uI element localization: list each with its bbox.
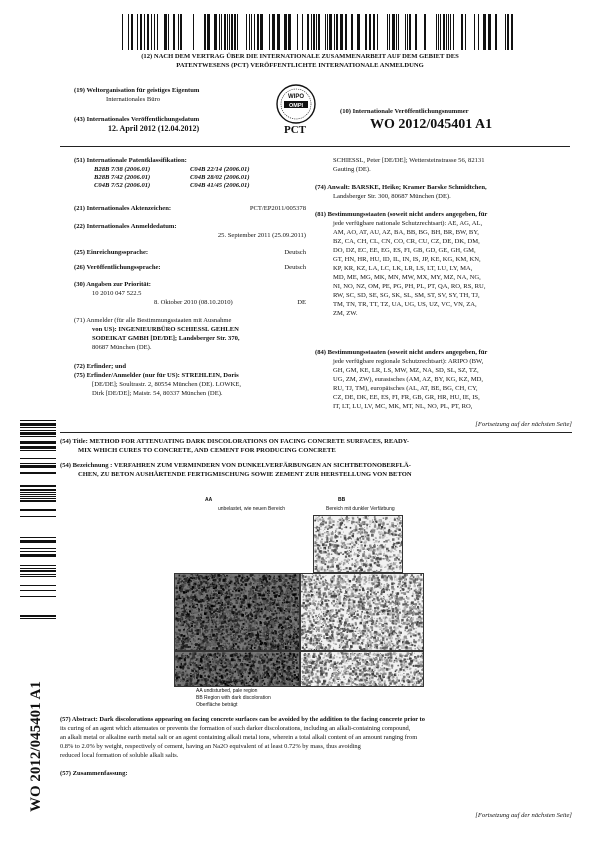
pub-number-label: (10) Internationale Veröffentlichungsnummer: [340, 108, 469, 115]
zusammenfassung-label: (57) Zusammenfassung:: [60, 770, 128, 777]
designated-national-line-7: KP, KR, KZ, LA, LC, LK, LR, LS, LT, LU, LY, MA,: [333, 265, 473, 272]
pub-date-value: 12. April 2012 (12.04.2012): [108, 124, 200, 133]
inventor-line3: [DE/DE]; Soultrastr. 2, 80554 München (DE). LOWKE,: [92, 381, 242, 388]
inventor-line1: (72) Erfinder; und: [74, 363, 127, 370]
ipc-row3-a: C04B 7/52 (2006.01): [94, 182, 151, 189]
top-barcode: [120, 14, 520, 50]
title-en-line1: (54) Title: METHOD FOR ATTENUATING DARK DISCOLORATIONS ON FACING CONCRETE SURFACES, READY-: [60, 438, 410, 445]
agent-line1: (74) Anwalt: BARSKE, Heiko; Kramer Barske Schmidtchen,: [315, 184, 487, 191]
wipo-logo-bottom: OMPI: [288, 102, 304, 109]
wipo-org-name: (19) Weltorganisation für geistiges Eigentum: [74, 87, 200, 94]
side-barcode: [20, 420, 56, 640]
ipc-row2-b: C04B 28/02 (2006.01): [190, 174, 250, 181]
designated-regional-line-4: UG, ZM, ZW), eurasisches (AM, AZ, BY, KG, KZ, MD,: [333, 376, 484, 383]
designated-national-line-4: BZ, CA, CH, CL, CN, CO, CR, CU, CZ, DE, DK, DM,: [333, 238, 480, 245]
figure-label-aa: AA: [205, 497, 213, 503]
figure-legend-3: Oberfläche beträgt: [196, 702, 238, 708]
priority-country: DE: [297, 299, 306, 306]
continued-note-1: [Fortsetzung auf der nächsten Seite]: [475, 421, 572, 428]
filing-date-value: 25. September 2011 (25.09.2011): [217, 232, 306, 239]
abstract-line2: its curing of an agent which attenuates or prevents the formation of such darker discolorations, including an alkali-containing compound,: [60, 725, 411, 732]
wipo-logo: [276, 84, 316, 124]
photo-aa-left: [174, 573, 300, 651]
figure-caption-bb: Bereich mit dunkler Verfärbung: [326, 506, 395, 512]
ipc-row1-a: B28B 7/38 (2006.01): [94, 166, 151, 173]
designated-regional-line-6: CZ, DE, DK, EE, ES, FI, FR, GB, GR, HR, HU, IE, IS,: [333, 394, 480, 401]
priority-date: 8. Oktober 2010 (08.10.2010): [154, 299, 233, 306]
ipc-row3-b: C04B 41/45 (2006.01): [190, 182, 250, 189]
title-en-line2: MIX WHICH CURES TO CONCRETE, AND CEMENT FOR PRODUCING CONCRETE: [78, 447, 336, 454]
abstract-line4: 0.8% to 2.0% by weight, respectively of cement, having an Na2O equivalent of at least 0.72% by mass, thus avoiding: [60, 743, 361, 750]
pub-number-value: WO 2012/045401 A1: [370, 117, 493, 132]
designated-national-line-3: AM, AO, AT, AU, AZ, BA, BB, BG, BH, BR, BW, BY,: [333, 229, 479, 236]
biblio-divider: [60, 432, 572, 433]
priority-label: (30) Angaben zur Priorität:: [74, 281, 151, 288]
applicant-line4: 80687 München (DE).: [92, 344, 152, 351]
designated-regional-line-3: GH, GM, KE, LR, LS, MW, MZ, NA, SD, SL, SZ, TZ,: [333, 367, 479, 374]
abstract-line1: (57) Abstract: Dark discolorations appearing on facing concrete surfaces can be avoided by the addition to the facing concrete prior to: [60, 716, 425, 723]
priority-number: 10 2010 047 522.5: [92, 290, 142, 297]
photo-bb-right: [300, 573, 424, 651]
ipc-label: (51) Internationale Patentklassifikation:: [74, 157, 187, 164]
applicant-line2: von US): INGENIEURBÜRO SCHIESSL GEHLEN: [92, 326, 239, 333]
designated-national-line-2: jede verfügbare nationale Schutzrechtsart): AE, AG, AL,: [333, 220, 483, 227]
title-de-line2: CHEN, ZU BETON AUSHÄRTENDE FERTIGMISCHUNG SOWIE ZEMENT ZUR HERSTELLUNG VON BETON: [78, 471, 412, 478]
header-divider: [60, 146, 570, 147]
designated-national-line-10: RW, SC, SD, SE, SG, SK, SL, SM, ST, SV, SY, TH, TJ,: [333, 292, 480, 299]
vertical-pub-number: WO 2012/045401 A1: [28, 681, 44, 812]
ipc-row2-a: B28B 7/42 (2006.01): [94, 174, 151, 181]
inventor-line4: Dirk [DE/DE]; Maistr. 54, 80337 München (DE).: [92, 390, 223, 397]
designated-national-line-11: TM, TN, TR, TT, TZ, UA, UG, US, UZ, VC, VN, ZA,: [333, 301, 477, 308]
filing-lang-value: Deutsch: [284, 249, 306, 256]
abstract-line5: reduced local formation of soluble alkali salts.: [60, 752, 179, 759]
doc-header-line1: (12) NACH DEM VERTRAG ÜBER DIE INTERNATIONALE ZUSAMMENARBEIT AUF DEM GEBIET DES: [141, 53, 459, 60]
inventor-line2: (75) Erfinder/Anmelder (nur für US): STREHLEIN, Doris: [74, 372, 239, 379]
ipc-row1-b: C04B 22/14 (2006.01): [190, 166, 250, 173]
app-number-label: (21) Internationales Aktenzeichen:: [74, 205, 172, 212]
figure-legend-1: AA undisturbed, pale region: [196, 688, 258, 694]
designated-national-line-12: ZM, ZW.: [333, 310, 358, 317]
designated-national-line-5: DO, DZ, EC, EE, EG, ES, FI, GB, GD, GE, GH, GM,: [333, 247, 476, 254]
designated-national-line-1: (81) Bestimmungsstaaten (soweit nicht anders angegeben, für: [315, 211, 488, 218]
applicant-line3: SODEIKAT GMBH [DE/DE]; Landsberger Str. 370,: [92, 335, 240, 342]
pub-lang-value: Deutsch: [284, 264, 306, 271]
wipo-org-sub: Internationales Büro: [106, 96, 161, 103]
applicant-line1: (71) Anmelder (für alle Bestimmungsstaaten mit Ausnahme: [74, 317, 232, 324]
pub-lang-label: (26) Veröffentlichungssprache:: [74, 264, 161, 271]
pub-date-label: (43) Internationales Veröffentlichungsdatum: [74, 116, 200, 123]
photo-bb-detail: [300, 651, 424, 687]
app-number-value: PCT/EP2011/005378: [249, 205, 306, 212]
designated-regional-line-1: (84) Bestimmungsstaaten (soweit nicht anders angegeben, für: [315, 349, 488, 356]
designated-regional-line-5: RU, TJ, TM), europäisches (AL, AT, BE, BG, CH, CY,: [333, 385, 478, 392]
filing-date-label: (22) Internationales Anmeldedatum:: [74, 223, 177, 230]
cont-line1: SCHIESSL, Peter [DE/DE]; Wettersteinstrasse 56, 82131: [333, 157, 485, 164]
wipo-logo-top: WIPO: [288, 94, 304, 100]
title-de-line1: (54) Bezeichnung : VERFAHREN ZUM VERMINDERN VON DUNKELVERFÄRBUNGEN AN SICHTBETONOBERFLÄ-: [60, 462, 411, 469]
cont-line2: Gauting (DE).: [333, 166, 371, 173]
photo-bb-top: [313, 515, 403, 573]
designated-national-line-6: GT, HN, HR, HU, ID, IL, IN, IS, JP, KE, KG, KM, KN,: [333, 256, 481, 263]
filing-lang-label: (25) Einreichungssprache:: [74, 249, 149, 256]
figure-legend-2: BB Region with dark discoloration: [196, 695, 271, 701]
doc-header-line2: PATENTWESENS (PCT) VERÖFFENTLICHTE INTERNATIONALE ANMELDUNG: [176, 62, 424, 69]
continued-note-2: [Fortsetzung auf der nächsten Seite]: [475, 812, 572, 819]
photo-aa-detail: [174, 651, 300, 687]
figure-caption-aa: unbelastet, wie neuen Bereich: [218, 506, 285, 512]
designated-national-line-8: MD, ME, MG, MK, MN, MW, MX, MY, MZ, NA, NG,: [333, 274, 481, 281]
figure-label-bb: BB: [338, 497, 346, 503]
designated-regional-line-2: jede verfügbare regionale Schutzrechtsart): ARIPO (BW,: [333, 358, 484, 365]
designated-national-line-9: NI, NO, NZ, OM, PE, PG, PH, PL, PT, QA, RO, RS, RU,: [333, 283, 486, 290]
designated-regional-line-7: IT, LT, LU, LV, MC, MK, MT, NL, NO, PL, PT, RO,: [333, 403, 473, 410]
pct-label: PCT: [284, 124, 306, 136]
abstract-line3: an alkali metal or alkaline earth metal salt or an agent containing alkali metal ions, wherein a total alkali content of an amount ranging from: [60, 734, 418, 741]
agent-line2: Landsberger Str. 300, 80687 München (DE).: [333, 193, 451, 200]
